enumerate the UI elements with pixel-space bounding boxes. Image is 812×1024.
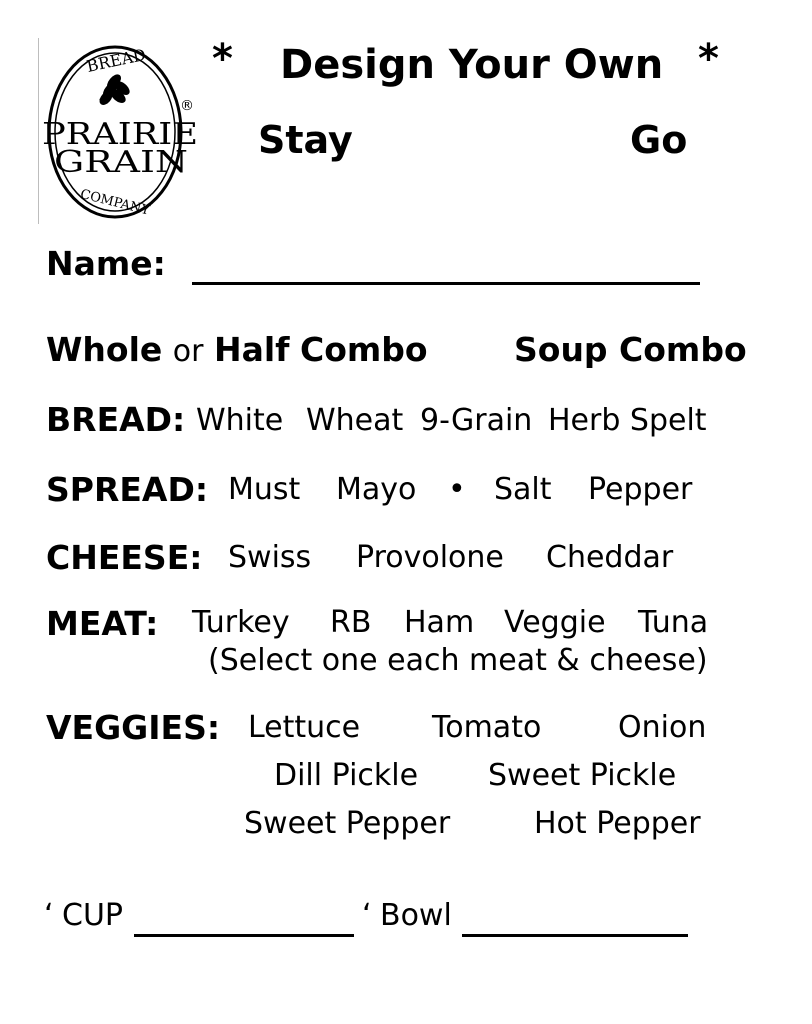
veggies-label: VEGGIES: <box>46 708 221 747</box>
spread-mayo[interactable]: Mayo <box>336 472 417 507</box>
combo-text: Combo <box>300 330 428 369</box>
logo-graphic <box>40 40 202 222</box>
logo-bottom-text: COMPANY <box>78 186 152 219</box>
cup-mark[interactable]: ‘ <box>44 898 54 933</box>
page-edge-line <box>38 38 39 224</box>
cheese-provolone[interactable]: Provolone <box>356 540 504 575</box>
bowl-mark[interactable]: ‘ <box>362 898 372 933</box>
logo-top-text: BREAD <box>84 44 148 76</box>
meat-tuna[interactable]: Tuna <box>638 605 709 640</box>
combo-row <box>46 330 428 369</box>
cheese-cheddar[interactable]: Cheddar <box>546 540 674 575</box>
registered-mark: ® <box>180 98 194 114</box>
meat-turkey[interactable]: Turkey <box>192 605 290 640</box>
bread-white[interactable]: White <box>196 403 284 438</box>
title-star-right: * <box>698 36 719 82</box>
cheese-swiss[interactable]: Swiss <box>228 540 312 575</box>
bread-wheat[interactable]: Wheat <box>306 403 404 438</box>
spread-label: SPREAD: <box>46 470 209 509</box>
logo-line2: GRAIN <box>54 145 188 180</box>
meat-ham[interactable]: Ham <box>404 605 475 640</box>
meat-label: MEAT: <box>46 604 159 643</box>
veggie-sweet-pickle[interactable]: Sweet Pickle <box>488 758 677 793</box>
name-blank-line[interactable] <box>192 282 700 285</box>
cup-blank-line[interactable] <box>134 934 354 937</box>
veggie-tomato[interactable]: Tomato <box>432 710 542 745</box>
veggie-lettuce[interactable]: Lettuce <box>248 710 361 745</box>
veggie-onion[interactable]: Onion <box>618 710 707 745</box>
bread-9-grain[interactable]: 9-Grain <box>420 403 533 438</box>
spread-salt[interactable]: Salt <box>494 472 552 507</box>
option-soup-combo[interactable]: Soup Combo <box>514 330 747 369</box>
bread-herb-spelt[interactable]: Herb Spelt <box>548 403 707 438</box>
meat-rb[interactable]: RB <box>330 605 372 640</box>
bowl-blank-line[interactable] <box>462 934 688 937</box>
bread-label: BREAD: <box>46 400 186 439</box>
page-title: Design Your Own <box>280 42 664 88</box>
meat-veggie[interactable]: Veggie <box>504 605 606 640</box>
option-stay[interactable]: Stay <box>258 118 353 162</box>
cup-label: CUP <box>62 898 123 933</box>
option-go[interactable]: Go <box>630 118 688 162</box>
option-whole[interactable]: Whole <box>46 330 163 369</box>
veggie-dill-pickle[interactable]: Dill Pickle <box>274 758 419 793</box>
veggie-sweet-pepper[interactable]: Sweet Pepper <box>244 806 451 841</box>
meat-note: (Select one each meat & cheese) <box>208 643 708 678</box>
title-star-left: * <box>212 36 233 82</box>
logo-line1: PRAIRIE <box>42 117 198 152</box>
option-half[interactable]: Half <box>213 330 290 369</box>
veggie-hot-pepper[interactable]: Hot Pepper <box>534 806 701 841</box>
bowl-label: Bowl <box>380 898 452 933</box>
name-label: Name: <box>46 244 166 283</box>
spread-must[interactable]: Must <box>228 472 301 507</box>
wheat-icon <box>98 73 130 106</box>
cheese-label: CHEESE: <box>46 538 203 577</box>
spread-pepper[interactable]: Pepper <box>588 472 693 507</box>
prairie-grain-logo <box>40 40 202 222</box>
or-text: or <box>172 334 204 369</box>
spread-bullet: • <box>448 472 466 507</box>
